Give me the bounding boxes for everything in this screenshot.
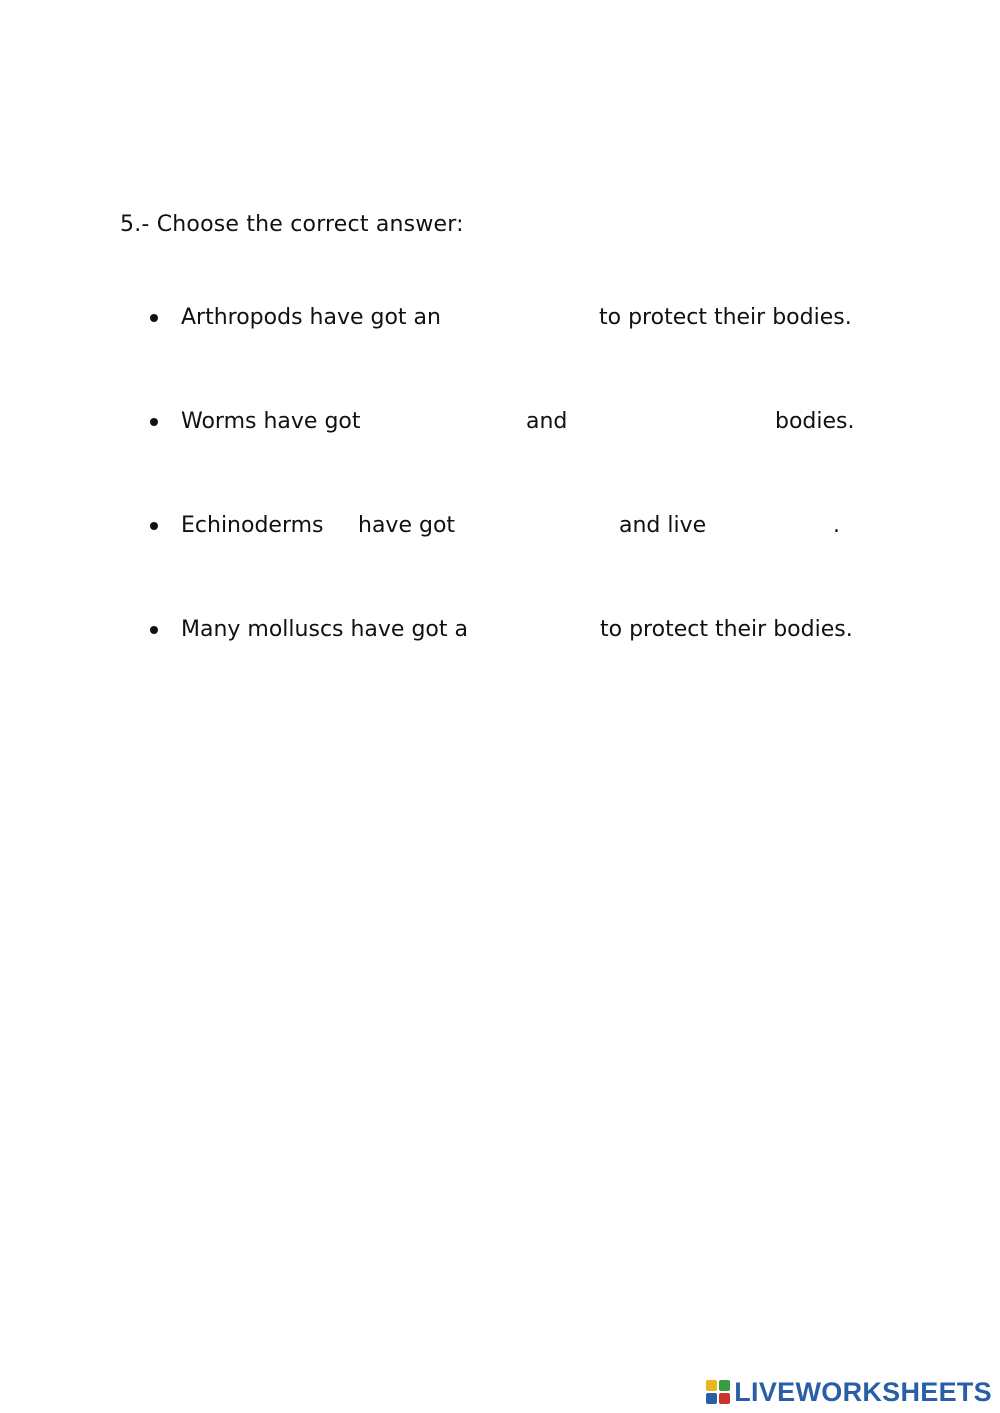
bullet-icon [150, 418, 158, 426]
liveworksheets-watermark [706, 1377, 992, 1407]
bullet-icon [150, 626, 158, 634]
liveworksheets-logo-icon [706, 1380, 730, 1404]
watermark-text: LIVEWORKSHEETS [734, 1376, 992, 1407]
sentence-text: Arthropods have got an [181, 305, 441, 330]
sentence-text: Worms have got [181, 409, 361, 434]
logo-tile [719, 1380, 730, 1391]
logo-tile [706, 1393, 717, 1404]
sentence-text: to protect their bodies. [599, 305, 852, 330]
sentence-text: bodies. [775, 409, 855, 434]
sentence-text: and live [619, 513, 707, 538]
sentence-text: . [833, 513, 840, 538]
sentence-item-3 [0, 510, 1000, 542]
sentence-text: Echinoderms [181, 513, 324, 538]
sentence-text: to protect their bodies. [600, 617, 853, 642]
question-title: 5.- Choose the correct answer: [120, 212, 464, 237]
bullet-icon [150, 314, 158, 322]
sentence-item-4 [0, 614, 1000, 646]
logo-tile [706, 1380, 717, 1391]
sentence-text: have got [358, 513, 456, 538]
sentence-item-1 [0, 302, 1000, 334]
sentence-text: Many molluscs have got a [181, 617, 468, 642]
sentence-item-2 [0, 406, 1000, 438]
sentence-text: and [526, 409, 568, 434]
bullet-icon [150, 522, 158, 530]
logo-tile [719, 1393, 730, 1404]
